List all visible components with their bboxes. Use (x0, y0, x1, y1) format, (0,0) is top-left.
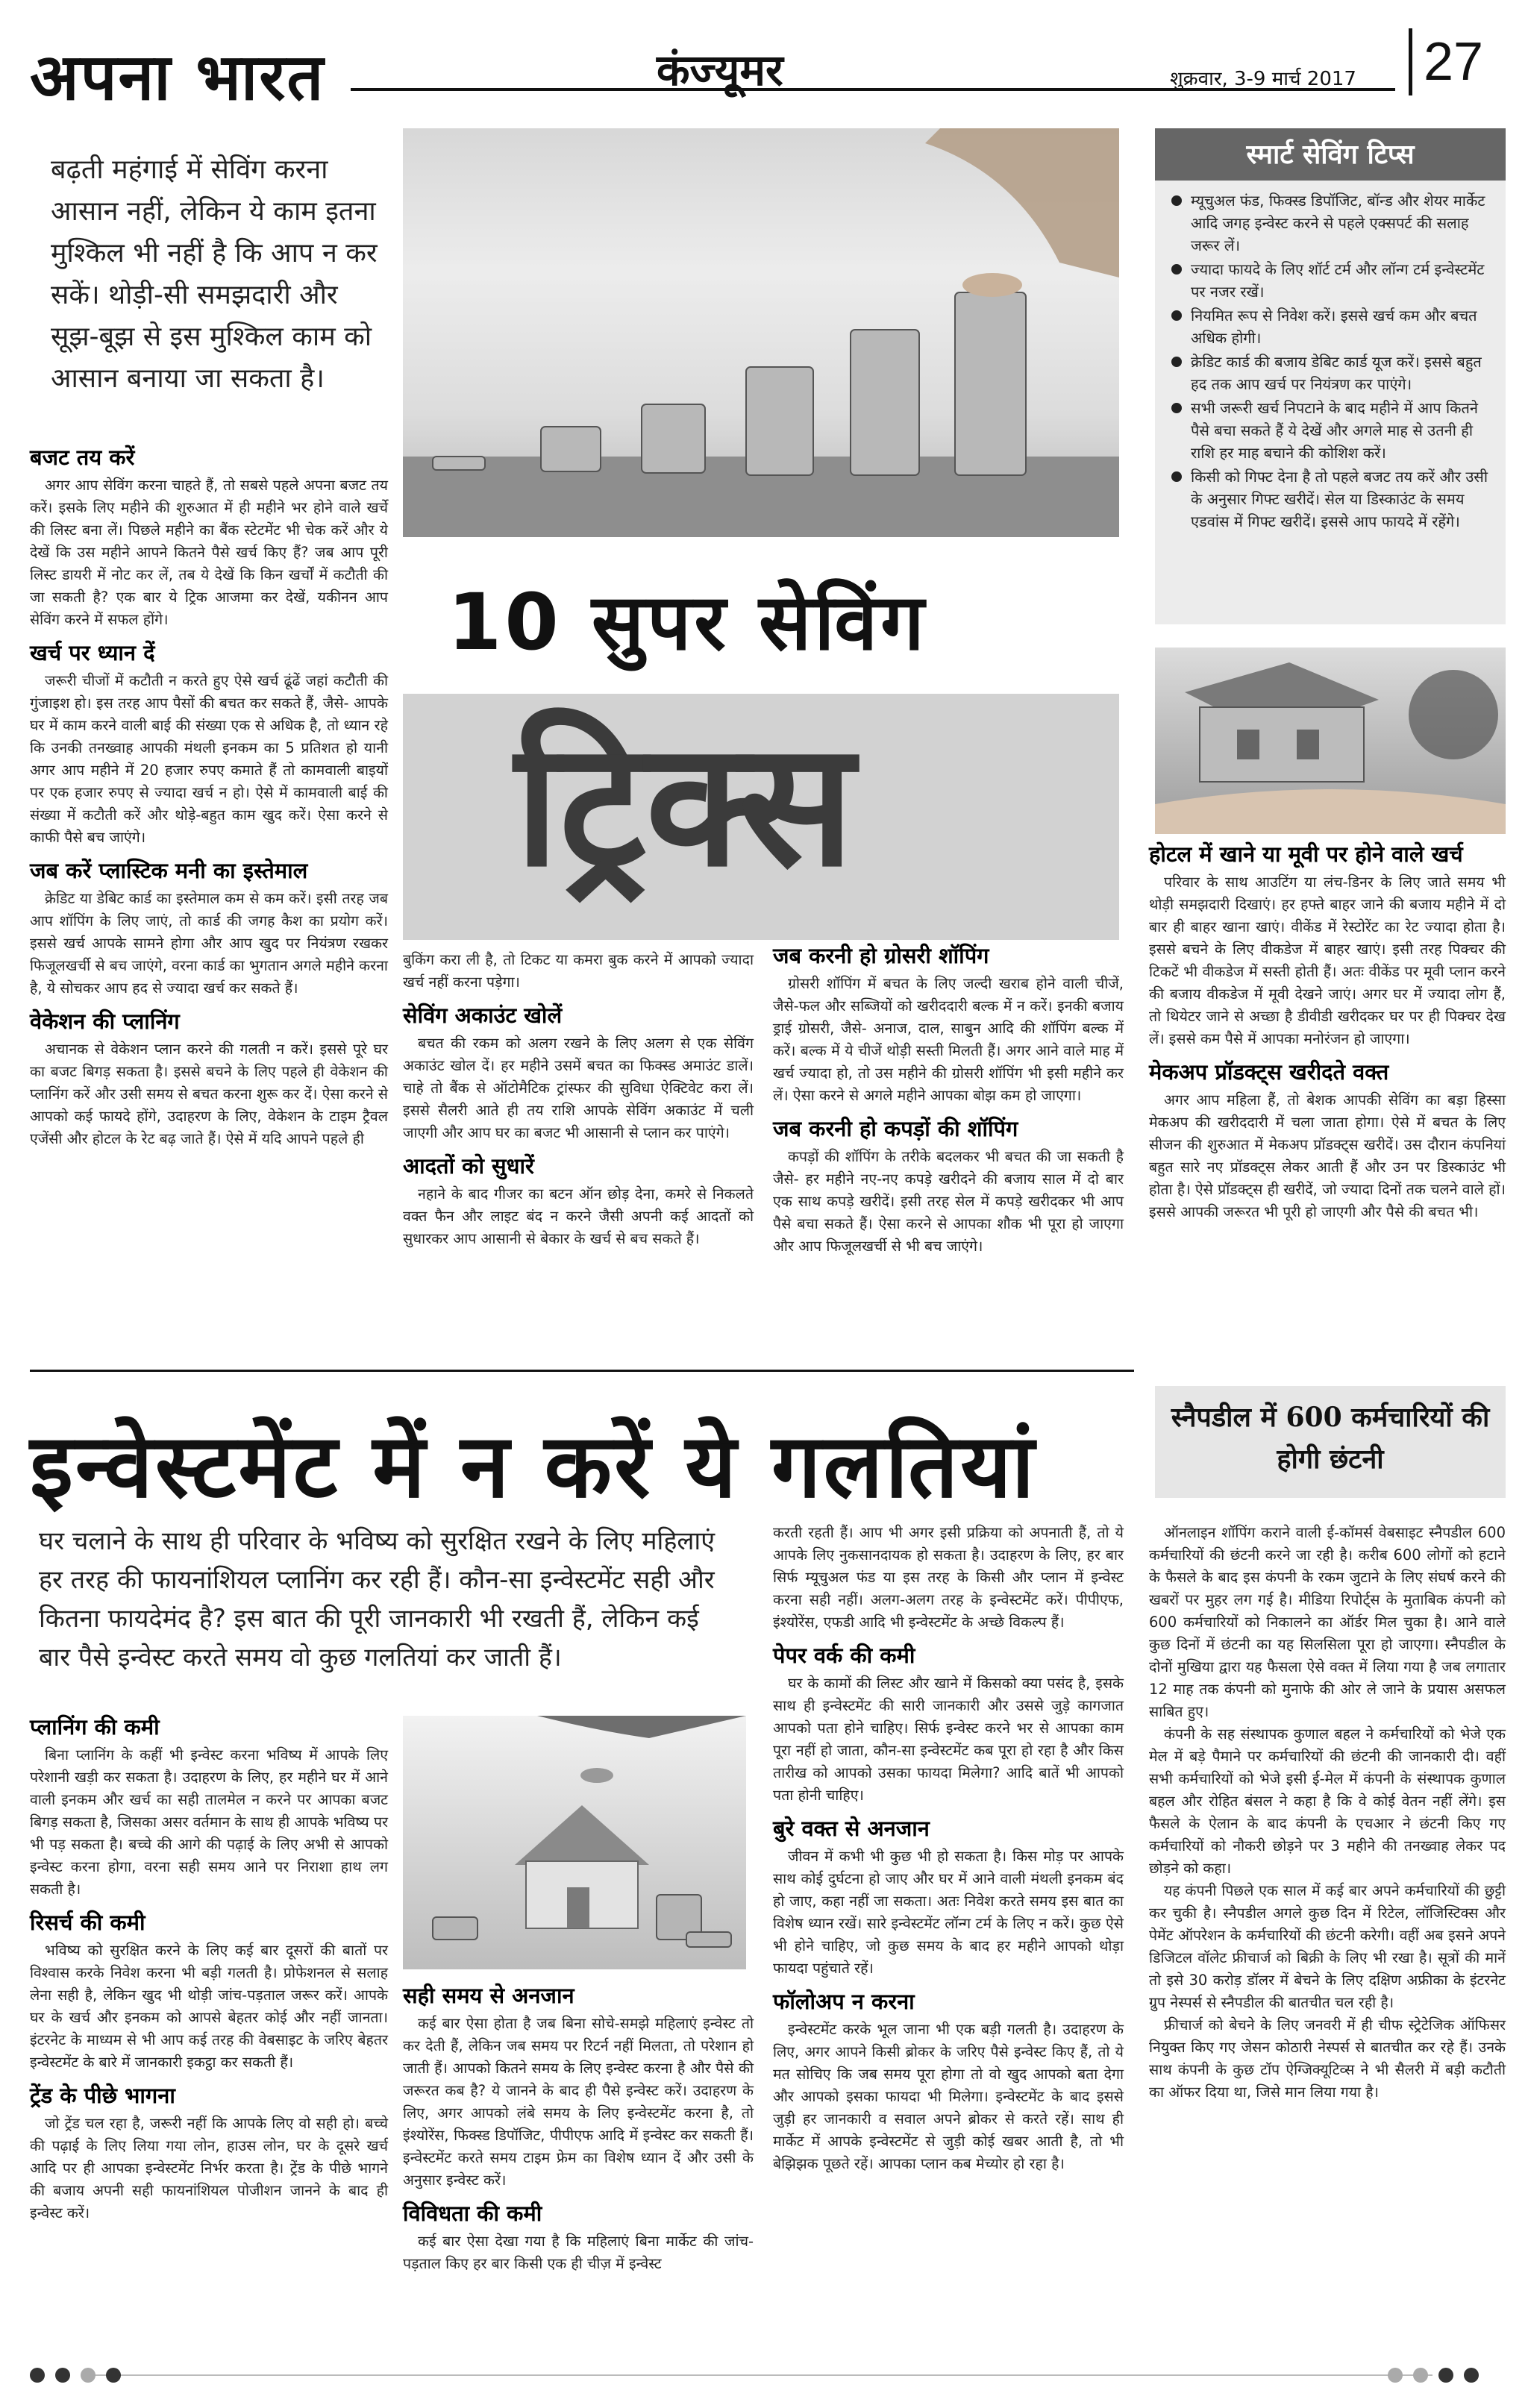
heading-right-time: सही समय से अनजान (403, 1983, 574, 2008)
para-clothes: कपड़ों की शॉपिंग के तरीके बदलकर भी बचत की जा सकती है जैसे- हर महीने नए-नए कपड़े खरीदने की बजाय साल में दो बार एक साथ कपड़े खरीदें। इसी तरह सेल में कपड़े खरीदकर भी आप पैसे बचा सकते हैं। ऐसा करने से आपका शौक भी पूरा हो जाएगा और आप फिजूलखर्ची से भी बच जाएंगे। (773, 1148, 1124, 1255)
para-research: भविष्य को सुरक्षित करने के लिए कई बार दूसरों की बातों पर विश्वास करके निवेश करना भी बड़ी गलती है। प्रोफेशनल से सलाह लेना सही है, लेकिन खुद भी थोड़ी जांच-पड़ताल जरूर करें। आपके घर के खर्च और इनकम को आपसे बेहतर कोई और नहीं जानता। इंटरनेट के माध्यम से भी आप कई तरह की वेबसाइट के जरिए बेहतर इन्वेस्टमेंट के बारे में जानकारी इकट्ठा कर सकती हैं। (30, 1942, 388, 2071)
para-bad-times: जीवन में कभी भी कुछ भी हो सकता है। किस मोड़ पर आपके साथ कोई दुर्घटना हो जाए और घर में आने वाली मंथली इनकम बंद हो जाए, कहा नहीं जा सकता। अतः निवेश करते समय इस बात का विशेष ध्यान रखें। सारे इन्वेस्टमेंट लॉन्ग टर्म के लिए न करें। कुछ ऐसे भी होने चाहिए, जो कुछ समय के बाद हर महीने आपको थोड़ा फायदा पहुंचाते रहें। (773, 1848, 1124, 1977)
snapdeal-para: ऑनलाइन शॉपिंग कराने वाली ई-कॉमर्स वेबसाइट स्नैपडील 600 कर्मचारियों की छंटनी करने जा रही है। करीब 600 लोगों को हटाने के फैसले के बाद इस कंपनी के रकम जुटाने के लिए संघर्ष करने की खबरों पर मुहर लग गई है। मीडिया रिपोर्ट्स के मुताबिक कंपनी को 600 कर्मचारियों को निकालने का ऑर्डर मिल चुका है। आने वाले कुछ दिनों में छंटनी का यह सिलसिला पूरा हो जाएगा। स्नैपडील के दोनों मुखिया द्वारा यह फैसला ऐसे वक्त में लिया गया है जब लगातार 12 माह तक कंपनी को मुनाफे की ओर ले जाने के प्रयास असफल साबित हुए। (1149, 1524, 1506, 1720)
para-right-time: कई बार ऐसा होता है जब बिना सोचे-समझे महिलाएं इन्वेस्ट तो कर देती हैं, लेकिन जब समय पर रिटर्न नहीं मिलता, तो परेशान हो जाती हैं। आपको कितने समय के लिए इन्वेस्ट करना है और पैसे की जरूरत कब है? ये जानने के बाद ही पैसे इन्वेस्ट करें। उदाहरण के लिए, अगर आपको लंबे समय के लिए इन्वेस्टमेंट करना है, तो इंश्योरेंस, फिक्स्ड डिपॉजिट, पीपीएफ आदि में इन्वेस्ट कर सकती हैं। इन्वेस्टमेंट करते समय टाइम फ्रेम का विशेष ध्यान दें और उसी के अनुसार इन्वेस्ट करें। (403, 2015, 754, 2189)
bullet-icon (1171, 195, 1182, 206)
issue-date: शुक्रवार, 3-9 मार्च 2017 (1170, 68, 1356, 90)
tip-item: ज्यादा फायदे के लिए शॉर्ट टर्म और लॉन्ग टर्म इन्वेस्टमेंट पर नजर रखें। (1170, 258, 1498, 303)
para-followup: इन्वेस्टमेंट करके भूल जाना भी एक बड़ी गलती है। उदाहरण के लिए, अगर आपने किसी ब्रोकर के जरिए पैसे इन्वेस्ट किए हैं, तो ये मत सोचिए कि जब समय पूरा होगा तो वो खुद आपको बता देगा और आपको इसका फायदा भी मिलेगा। इन्वेस्टमेंट के बाद इससे जुड़ी हर जानकारी व सवाल अपने ब्रोकर से करते रहें। साथ ही मार्केट में आपके इन्वेस्टमेंट से जुड़ी कोई खबर आती है, तो भी बेझिझक पूछते रहें। आपका प्लान कब मेच्योर हो रहा है। (773, 2021, 1124, 2172)
column-1 (30, 446, 388, 1150)
column-4 (1149, 843, 1506, 1223)
section-divider (30, 1370, 1134, 1372)
bullet-icon (1171, 403, 1182, 413)
dot-icon (106, 2368, 121, 2383)
intro-text: बढ़ती महंगाई में सेविंग करना आसान नहीं, लेकिन ये काम इतना मुश्किल भी नहीं है कि आप न कर सकें। थोड़ी-सी समझदारी और सूझ-बूझ से इस मुश्किल काम को आसान बनाया जा सकता है। (51, 154, 378, 394)
house-illustration (1155, 648, 1506, 834)
tip-item: म्यूचुअल फंड, फिक्स्ड डिपॉजिट, बॉन्ड और शेयर मार्केट आदि जगह इन्वेस्ट करने से पहले एक्सपर्ट की सलाह जरूर लें। (1170, 189, 1498, 257)
bullet-icon (1171, 471, 1182, 482)
para-paperwork: घर के कामों की लिस्ट और खाने में किसको क्या पसंद है, इसके साथ ही इन्वेस्टमेंट की सारी जानकारी और उससे जुड़े कागजात आपको पता होने चाहिए। सिर्फ इन्वेस्ट करने भर से आपका काम पूरा नहीं हो जाता, कौन-सा इन्वेस्टमेंट कब पूरा हो रहा है और किस तारीख को आपको उसका फायदा मिलेगा? आदि बातें भी आपको पता होनी चाहिए। (773, 1675, 1124, 1804)
coin-stacks-illustration (403, 128, 1119, 537)
snapdeal-column (1149, 1522, 1506, 2104)
section2-intro: घर चलाने के साथ ही परिवार के भविष्य को सुरक्षित रखने के लिए महिलाएं हर तरह की फायनांशियल प्लानिंग कर रही हैं। कौन-सा इन्वेस्टमेंट सही और कितना फायदेमंद है? इस बात की पूरी जानकारी भी रखती हैं, लेकिन कई बार पैसे इन्वेस्ट करते समय वो कुछ गलतियां कर जाती हैं। (39, 1526, 716, 1672)
heading-vacation: वेकेशन की प्लानिंग (30, 1009, 180, 1034)
para-vacation: अचानक से वेकेशन प्लान करने की गलती न करें। इससे पूरे घर का बजट बिगड़ सकता है। इससे बचने के लिए पहले ही वेकेशन की प्लानिंग करें और उसी समय से बचत करना शुरू कर दें। ऐसा करने से आपको कई फायदे होंगे, उदाहरण के लिए, वेकेशन के टाइम ट्रैवल एजेंसी और होटल के रेट बढ़ जाते हैं। ऐसे में यदि आपने पहले ही (30, 1041, 388, 1147)
tip-item: क्रेडिट कार्ड की बजाय डेबिट कार्ड यूज करें। इससे बहुत हद तक आप खर्च पर नियंत्रण कर पाएंगे। (1170, 351, 1498, 395)
footer-dots-right (1388, 2368, 1479, 2383)
dot-icon (55, 2368, 70, 2383)
snapdeal-para: यह कंपनी पिछले एक साल में कई बार अपने कर्मचारियों की छुट्टी कर चुकी है। स्नैपडील अगले कुछ दिन में रिटेल, लॉजिस्टिक्स और पेमेंट ऑपरेशन के कर्मचारियों की छंटनी करेगी। वहीं अब इसने अपने डिजिटल वॉलेट फ्रीचार्ज को बिक्री के लिए भी रखा है। सूत्रों की मानें तो इसे 30 करोड़ डॉलर में बेचने के लिए दक्षिण अफ्रीका के इंटरनेट ग्रुप नेस्पर्स से स्नैपडील की बातचीत चल रही है। (1149, 1882, 1506, 2011)
tip-item: सभी जरूरी खर्च निपटाने के बाद महीने में आप कितने पैसे बचा सकते हैं ये देखें और अगले माह से उतनी ही राशि हर माह बचाने की कोशिश करें। (1170, 397, 1498, 464)
heading-followup: फॉलोअप न करना (773, 1989, 915, 2014)
heading-saving-account: सेविंग अकाउंट खोलें (403, 1003, 563, 1028)
heading-diversity: विविधता की कमी (403, 2201, 542, 2226)
dot-icon (1438, 2368, 1453, 2383)
tips-list (1170, 189, 1498, 534)
heading-grocery: जब करनी हो ग्रोसरी शॉपिंग (773, 943, 989, 968)
footer-rule (90, 2374, 1432, 2376)
para-plastic-money: क्रेडिट या डेबिट कार्ड का इस्तेमाल कम से कम करें। इसी तरह जब आप शॉपिंग के लिए जाएं, तो कार्ड की जगह कैश का प्रयोग करें। इससे खर्च आपके सामने होगा और आप खुद पर नियंत्रण रखकर फिजूलखर्ची से बच जाएंगे, वरना कार्ड का भुगतान अगले महीने करना है, ये सोचकर आप हद से ज्यादा खर्च कर सकते हैं। (30, 890, 388, 997)
heading-budget: बजट तय करें (30, 445, 135, 470)
house-coins-photo (403, 1716, 746, 1969)
page-number-divider (1409, 28, 1412, 95)
section2-column-3 (773, 1522, 1124, 2175)
column-2 (403, 949, 754, 1250)
section2-title: इन्वेस्टमेंट में न करें ये गलतियां (30, 1414, 1037, 1517)
house-in-hands-photo (1155, 648, 1506, 834)
section2-column-2 (403, 1984, 754, 2275)
heading-paperwork: पेपर वर्क की कमी (773, 1643, 915, 1668)
heading-plastic-money: जब करें प्लास्टिक मनी का इस्तेमाल (30, 858, 308, 883)
column-3 (773, 944, 1124, 1258)
para-booking: बुकिंग करा ली है, तो टिकट या कमरा बुक करने में आपको ज्यादा खर्च नहीं करना पड़ेगा। (403, 951, 754, 991)
tips-title: स्मार्ट सेविंग टिप्स (1155, 128, 1506, 181)
coin-stacks-photo (403, 128, 1119, 537)
heading-makeup: मेकअप प्रॉडक्ट्स खरीदते वक्त (1149, 1059, 1389, 1085)
bullet-icon (1171, 357, 1182, 367)
heading-planning: प्लानिंग की कमी (30, 1714, 160, 1740)
dot-icon (81, 2368, 96, 2383)
heading-habits: आदतों को सुधारें (403, 1153, 534, 1179)
heading-research: रिसर्च की कमी (30, 1910, 145, 1935)
dot-icon (1413, 2368, 1428, 2383)
masthead-title: अपना भारत (30, 40, 325, 115)
heading-trend: ट्रेंड के पीछे भागना (30, 2083, 175, 2108)
dot-icon (30, 2368, 45, 2383)
tip-item: नियमित रूप से निवेश करें। इससे खर्च कम और बचत अधिक होगी। (1170, 304, 1498, 349)
para-habits: नहाने के बाद गीजर का बटन ऑन छोड़ देना, कमरे से निकलते वक्त फैन और लाइट बंद न करने जैसी अपनी कई आदतों को सुधारकर आप आसानी से बेकार के खर्च से बच सकते हैं। (403, 1185, 754, 1247)
para-planning: बिना प्लानिंग के कहीं भी इन्वेस्ट करना भविष्य में आपके लिए परेशानी खड़ी कर सकता है। उदाहरण के लिए, हर महीने घर में आने वाली इनकम और खर्च का सही तालमेल न करने पर आपका बजट बिगड़ सकता है, जिसका असर वर्तमान के साथ ही आपके भविष्य पर भी पड़ सकता है। बच्चे की आगे की पढ़ाई के लिए अभी से आपको इन्वेस्ट करना होगा, वरना सही समय आने पर निराशा हाथ लग सकती है। (30, 1746, 388, 1898)
dot-icon (1464, 2368, 1479, 2383)
footer-dots-left (30, 2368, 121, 2383)
para-makeup: अगर आप महिला हैं, तो बेशक आपकी सेविंग का बड़ा हिस्सा मेकअप की खरीददारी में चला जाता होगा। ऐसे में बचत के लिए सीजन की शुरुआत में मेकअप प्रॉडक्ट्स खरीदें। उस दौरान कंपनियां बहुत सारे नए प्रॉडक्ट्स लेकर आती हैं और उन पर डिस्काउंट भी होता है। ऐसे प्रॉडक्ट्स ही खरीदें, जो ज्यादा दिनों तक चलने वाले हों। इससे आपकी जरूरत भी पूरी हो जाएगी और पैसे की बचत भी। (1149, 1091, 1506, 1220)
para-budget: अगर आप सेविंग करना चाहते हैं, तो सबसे पहले अपना बजट तय करें। इसके लिए महीने की शुरुआत में ही महीने भर होने वाले खर्चे की लिस्ट बना लें। पिछले महीने का बैंक स्टेटमेंट भी चेक करें और ये देखें कि उस महीने आपने कितने पैसे खर्च किए हैं? जब आप पूरी लिस्ट डायरी में नोट कर लें, तब ये देखें कि किन खर्चों में कटौती की जा सकती है? एक बार ये ट्रिक आजमा कर देखें, यकीनन आप सेविंग करने में सफल होंगे। (30, 477, 388, 628)
headline-line2: ट्रिक्स (515, 706, 854, 905)
heading-clothes: जब करनी हो कपड़ों की शॉपिंग (773, 1116, 1018, 1141)
para-saving-account: बचत की रकम को अलग रखने के लिए अलग से एक सेविंग अकाउंट खोल दें। हर महीने उसमें बचत का फिक्स्ड अमाउंट डालें। चाहे तो बैंक से ऑटोमैटिक ट्रांस्फर की सुविधा ऐक्टिवेट करा लें। इससे सैलरी आते ही तय राशि आपके सेविंग अकाउंट में चली जाएगी और आप घर का बजट भी आसानी से प्लान कर पाएंगे। (403, 1035, 754, 1141)
para-diversity-cont: करती रहती हैं। आप भी अगर इसी प्रक्रिया को अपनाती हैं, तो ये आपके लिए नुकसानदायक हो सकता है। उदाहरण के लिए, हर बार सिर्फ म्यूचुअल फंड या इस तरह के किसी और प्लान में इन्वेस्ट करना सही नहीं। अलग-अलग तरह के इन्वेस्टमेंट करें। पीपीएफ, इंश्योरेंस, एफडी आदि भी इन्वेस्टमेंट के अच्छे विकल्प हैं। (773, 1524, 1124, 1631)
snapdeal-para: फ्रीचार्ज को बेचने के लिए जनवरी में ही चीफ स्ट्रेटेजिक ऑफिसर नियुक्त किए गए जेसन कोठारी नेस्पर्स से बातचीत कर रहे हैं। उनके साथ कंपनी के कुछ टॉप ऐग्जिक्यूटिव्स ने भी सैलरी में बड़ी कटौती का ऑफर दिया था, जिसे मान लिया गया है। (1149, 2016, 1506, 2101)
heading-bad-times: बुरे वक्त से अनजान (773, 1816, 930, 1841)
house-coins-illustration (403, 1716, 746, 1969)
para-grocery: ग्रोसरी शॉपिंग में बचत के लिए जल्दी खराब होने वाली चीजें, जैसे-फल और सब्जियों को खरीददारी बल्क में न करें। इनकी बजाय ड्राई ग्रोसरी, जैसे- अनाज, दाल, साबुन आदि की शॉपिंग बल्क में करें। बल्क में ये चीजें थोड़ी सस्ती मिलती हैं। अगर आने वाले माह में खर्च ज्यादा हो, तो उस महीने की ग्रोसरी शॉपिंग भी इसी महीने कर लें। ऐसा करने से अगले महीने आपका बोझ कम हो जाएगा। (773, 975, 1124, 1104)
bullet-icon (1171, 264, 1182, 275)
tip-item: किसी को गिफ्ट देना है तो पहले बजट तय करें और उसी के अनुसार गिफ्ट खरीदें। सेल या डिस्काउंट के समय एडवांस में गिफ्ट खरीदें। इससे आप फायदे में रहेंगे। (1170, 465, 1498, 533)
page-number: 27 (1424, 32, 1484, 92)
heading-expense: खर्च पर ध्यान दें (30, 640, 155, 665)
heading-hotel-movie: होटल में खाने या मूवी पर होने वाले खर्च (1149, 841, 1463, 867)
snapdeal-para: कंपनी के सह संस्थापक कुणाल बहल ने कर्मचारियों को भेजे एक मेल में बड़े पैमाने पर कर्मचारियों की छंटनी की जानकारी दी। वहीं सभी कर्मचारियों को भेजे इसी ई-मेल में कंपनी के संस्थापक कुणाल बहल और रोहित बंसल ने कहा है कि वे कोई वेतन नहीं लेंगे। इस फैसले के ऐलान के बाद कंपनी के एचआर ने छंटनी किए गए कर्मचारियों को नौकरी छोड़ने पर 3 महीने की तनख्वाह लेकर पद छोड़ने को कहा। (1149, 1725, 1506, 1877)
para-hotel-movie: परिवार के साथ आउटिंग या लंच-डिनर के लिए जाते समय भी थोड़ी समझदारी दिखाएं। हर हफ्ते बाहर जाने की बजाय महीने में दो बार ही बाहर खाना खाएं। वीकेंड में रेस्टोरेंट का रेट ज्यादा होता है। इससे बचने के लिए वीकडेज में बाहर खाएं। इसी तरह पिक्चर की टिकटें भी वीकडेज में सस्ती होती हैं। अतः वीकेंड पर मूवी प्लान करने की बजाय वीकडेज में मूवी देखने जाएं। अगर घर में ज्यादा लोग हैं, तो थियेटर जाने से अच्छा है डीवीडी खरीदकर घर पर ही पिक्चर देख लें। इससे कम पैसे में आपका मनोरंजन हो जाएगा। (1149, 874, 1506, 1047)
para-expense: जरूरी चीजों में कटौती न करते हुए ऐसे खर्च ढूंढें जहां कटौती की गुंजाइश हो। इस तरह आप पैसों की बचत कर सकते हैं, जैसे- आपके घर में काम करने वाली बाई की संख्या एक से अधिक है, तो ध्यान रहे कि उनकी तनख्वाह आपकी मंथली इनकम का 5 प्रतिशत हो यानी अगर आप महीने में 20 हजार रुपए कमाते हैं तो कामवाली बाइयों पर एक हजार रुपए से ज्यादा खर्च न हो। ऐसे में कामवाली बाई की संख्या में कटौती करें और थोड़े-बहुत काम खुद करें। ऐसा करने से काफी पैसे बच जाएंगे। (30, 672, 388, 846)
para-trend: जो ट्रेंड चल रहा है, जरूरी नहीं कि आपके लिए वो सही हो। बच्चे की पढ़ाई के लिए लिया गया लोन, हाउस लोन, घर के दूसरे खर्च आदि पर ही आपका इन्वेस्टमेंट निर्भर करता है। ट्रेंड के पीछे भागने की बजाय अपनी सही फायनांशियल पोजीशन जानने के बाद ही इन्वेस्ट करें। (30, 2115, 388, 2222)
para-diversity: कई बार ऐसा देखा गया है कि महिलाएं बिना मार्केट की जांच-पड़ताल किए हर बार किसी एक ही चीज़ में इन्वेस्ट (403, 2233, 754, 2272)
snapdeal-title: स्नैपडील में 600 कर्मचारियों की होगी छंटनी (1171, 1402, 1490, 1475)
bullet-icon (1171, 310, 1182, 321)
dot-icon (1388, 2368, 1403, 2383)
section2-column-1 (30, 1716, 388, 2224)
section-label: कंज्यूमर (657, 45, 783, 95)
headline-line1: 10 सुपर सेविंग (448, 577, 927, 668)
